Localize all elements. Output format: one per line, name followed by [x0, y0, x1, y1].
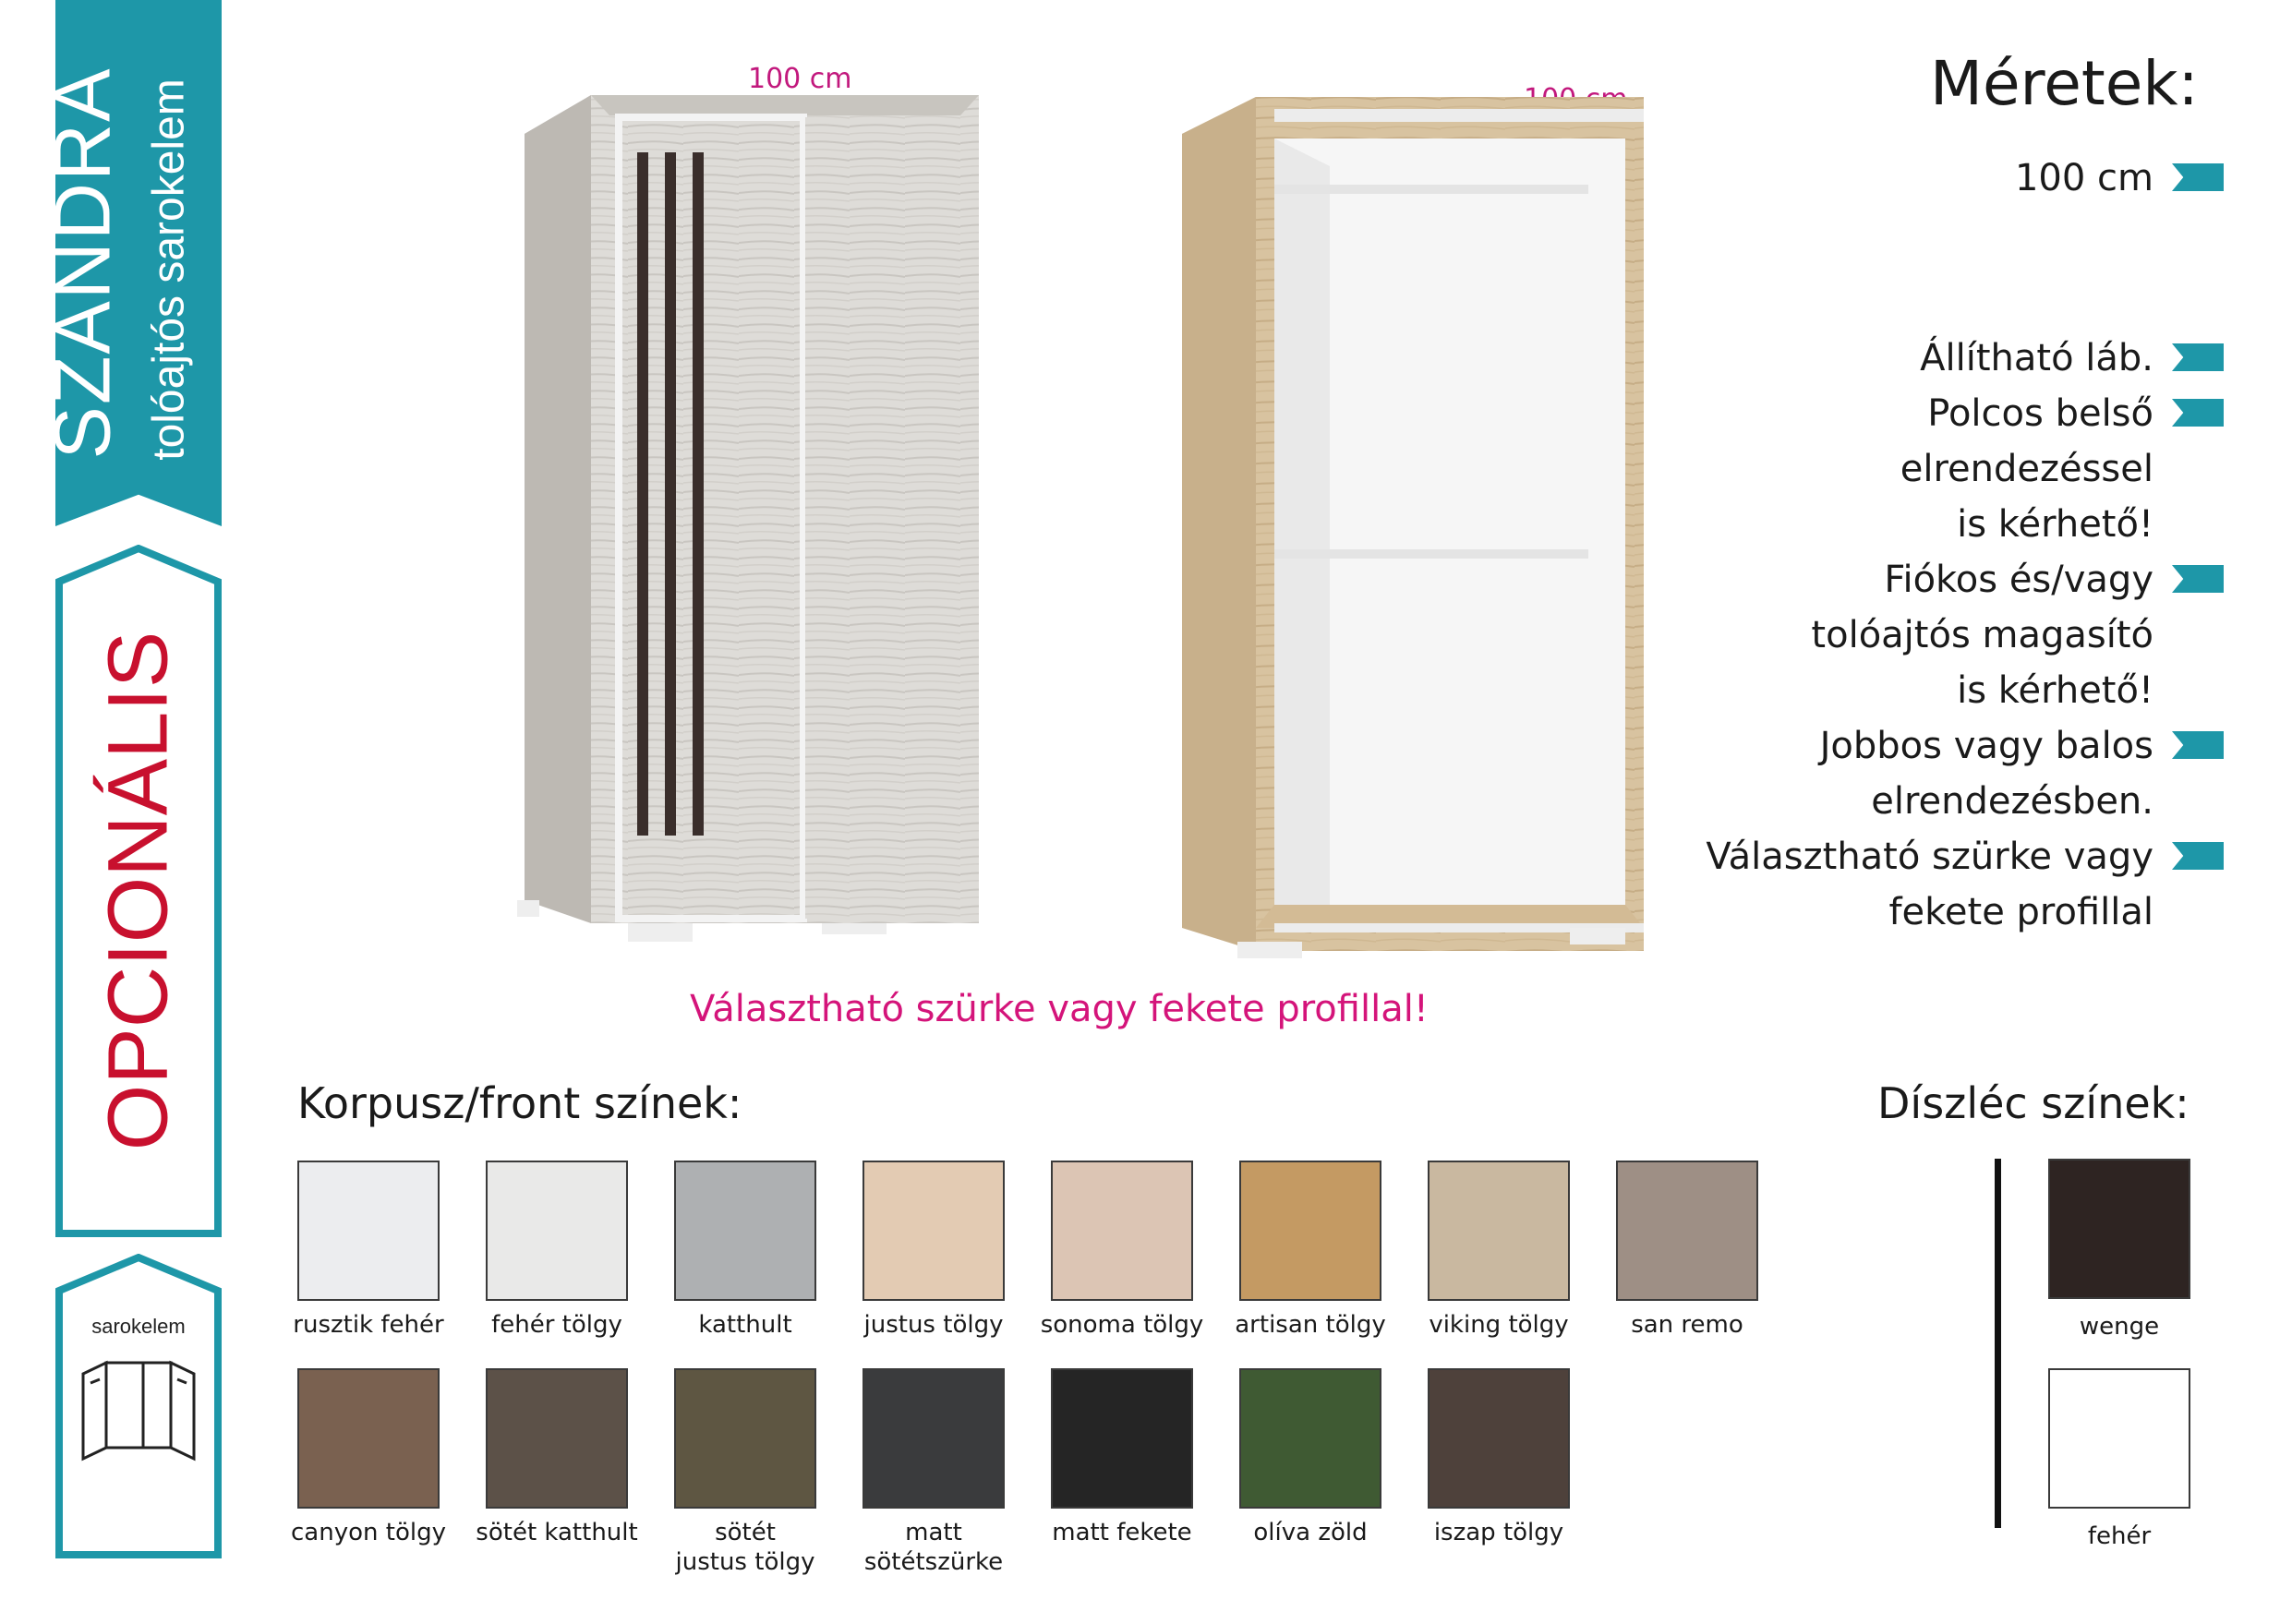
color-swatch[interactable]	[1051, 1368, 1193, 1509]
diszlec-title: Díszléc színek:	[1877, 1078, 2189, 1128]
color-swatch[interactable]	[674, 1161, 816, 1301]
color-swatch-label: canyon tölgy	[291, 1519, 446, 1546]
color-swatch[interactable]	[1239, 1368, 1381, 1509]
color-swatch[interactable]	[1616, 1161, 1758, 1301]
corner-element-badge	[55, 1254, 222, 1558]
feature-line: is kérhető!	[1957, 669, 2153, 712]
teal-arrow-icon	[2172, 163, 2224, 191]
wardrobe-open-image	[1182, 92, 1653, 965]
color-swatch-label: viking tölgy	[1429, 1311, 1569, 1339]
teal-arrow-icon	[2172, 565, 2224, 593]
color-swatch-label: iszap tölgy	[1433, 1519, 1564, 1546]
corner-element-icon	[83, 1363, 194, 1459]
corner-element-label: sarokelem	[91, 1315, 186, 1338]
color-swatch[interactable]	[863, 1368, 1005, 1509]
wardrobe-closed-image	[517, 88, 997, 965]
feature-line: Fiókos és/vagy	[1884, 559, 2153, 601]
color-swatch[interactable]	[863, 1161, 1005, 1301]
color-swatch-label: sötét justus tölgy	[675, 1519, 815, 1576]
teal-arrow-icon	[2172, 399, 2224, 427]
feature-line: tolóajtós magasító	[1811, 614, 2153, 656]
feature-line: Állítható láb.	[1920, 337, 2153, 379]
color-swatch[interactable]	[1428, 1368, 1570, 1509]
color-swatch-label: sötét katthult	[476, 1519, 638, 1546]
feature-line: elrendezéssel	[1900, 448, 2153, 490]
left-wardrobe-width: 100 cm	[748, 63, 852, 95]
color-swatch-label: sonoma tölgy	[1040, 1311, 1204, 1339]
color-swatch-label: matt fekete	[1052, 1519, 1192, 1546]
color-swatch[interactable]	[297, 1368, 440, 1509]
color-swatch-label: katthult	[698, 1311, 792, 1339]
feature-line: Polcos belső	[1927, 392, 2153, 435]
color-swatch[interactable]	[1428, 1161, 1570, 1301]
profile-note: Választható szürke vagy fekete profillal!	[690, 988, 1429, 1030]
feature-line: is kérhető!	[1957, 503, 2153, 546]
color-swatch-label: rusztik fehér	[293, 1311, 444, 1339]
color-swatch[interactable]	[674, 1368, 816, 1509]
trim-color-swatch[interactable]	[2048, 1159, 2190, 1299]
dimension-value: 100 cm	[2014, 157, 2153, 199]
color-swatch[interactable]	[486, 1368, 628, 1509]
color-swatch-label: artisan tölgy	[1235, 1311, 1386, 1339]
feature-line: Választható szürke vagy	[1706, 836, 2153, 878]
trim-color-label: wenge	[2079, 1313, 2160, 1341]
teal-arrow-icon	[2172, 842, 2224, 870]
color-swatch[interactable]	[1239, 1161, 1381, 1301]
feature-line: elrendezésben.	[1871, 780, 2153, 823]
trim-color-swatch[interactable]	[2048, 1368, 2190, 1509]
color-swatch-label: fehér tölgy	[491, 1311, 622, 1339]
color-swatch-label: justus tölgy	[863, 1311, 1004, 1339]
teal-arrow-icon	[2172, 343, 2224, 371]
dimensions-title: Méretek:	[1930, 48, 2199, 119]
korpusz-title: Korpusz/front színek:	[297, 1078, 742, 1128]
trim-strip	[1995, 1159, 2001, 1528]
trim-color-label: fehér	[2087, 1522, 2152, 1550]
color-swatch-label: olíva zöld	[1253, 1519, 1368, 1546]
color-swatch[interactable]	[297, 1161, 440, 1301]
color-swatch[interactable]	[486, 1161, 628, 1301]
color-swatch-label: matt sötétszürke	[863, 1519, 1004, 1576]
color-swatch[interactable]	[1051, 1161, 1193, 1301]
feature-line: fekete profillal	[1888, 891, 2153, 933]
color-swatch-label: san remo	[1631, 1311, 1743, 1339]
feature-line: Jobbos vagy balos	[1819, 725, 2153, 767]
teal-arrow-icon	[2172, 731, 2224, 759]
